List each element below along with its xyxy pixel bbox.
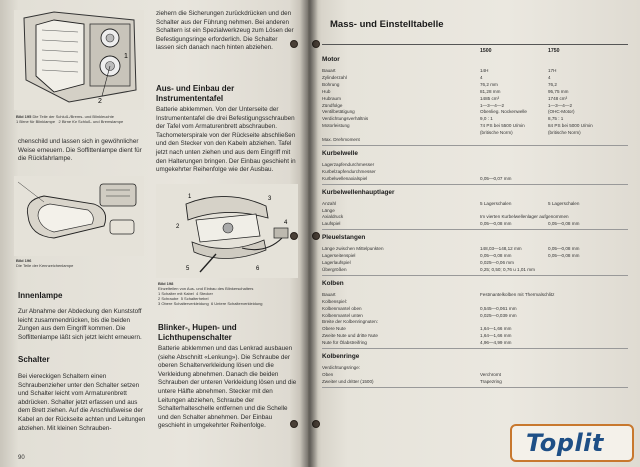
section-rule — [322, 145, 628, 146]
row-value: Verchromt — [480, 371, 501, 377]
toplit-logo — [510, 424, 634, 462]
binder-hole — [290, 232, 298, 240]
row-label: Laufspiel — [322, 221, 341, 227]
row-label: Motorleistung — [322, 123, 350, 129]
blinker-text: Batterie abklemmen und das Lenkrad ausbauen (siehe Abschnitt «Lenkung»). Die Schraube der oberen Schalterverkleidung lösen und die Verkleidung abnehmen. Danach die beiden Schrauben der unteren Verkleidung lösen und die untere Hälfte abnehmen. Stecker mit den Leitungen abziehen, Schraube der Schalterhalteschelle entfernen und die Schelle und den Schalter abnehmen. Der Einbau geschieht in umgekehrter Reihenfolge. — [158, 345, 297, 430]
row-value: 81,28 mm — [480, 88, 501, 94]
table-row — [322, 220, 632, 227]
fig-right-callout: 4 — [284, 220, 288, 226]
col1-top-text: chenschild und lassen sich in gewöhnlicher Weise erneuern. Die Soffittenlampe dient für die Rückfahrlampe. — [18, 138, 142, 163]
row-label: Max. Drehmoment — [322, 137, 360, 142]
row-value: 14H — [480, 68, 489, 73]
row-value: (britische Norm) — [480, 130, 513, 136]
row-label: Anzahl — [322, 200, 337, 206]
row-value: 17H — [548, 68, 557, 73]
section-heading: Kurbelwelle — [322, 149, 358, 157]
row-value: 95,75 mm — [548, 88, 569, 94]
fig-right-callout: 5 — [186, 266, 190, 272]
section-rule — [322, 348, 628, 349]
section-heading: Kolben — [322, 279, 344, 287]
row-label: Zweite Nute und dritte Nute — [322, 333, 378, 339]
row-value: 4 — [480, 74, 483, 80]
row-label: Zweiter und dritter (1500) — [322, 378, 374, 384]
table-row — [322, 378, 632, 385]
fig-top-callout: 2 — [98, 98, 102, 105]
col-header-1500: 1500 — [480, 48, 492, 54]
row-value: 1748 cm³ — [548, 95, 568, 101]
row-label: Nute für Ölabstreifring — [322, 340, 367, 346]
row-label: Übergrößen — [322, 266, 347, 272]
row-value: 0,05—0,08 mm — [548, 253, 580, 259]
row-value: 0,545—0,061 mm — [480, 305, 517, 311]
fig-top-caption: Bild 195 Die Teile der Schluß-/Brems- und Blinkleuchte 1 Birne für Blinklampe 2 Birne für Schluß- und Bremslampe — [16, 114, 124, 124]
row-value: 84 PS bei 5000 U/min — [548, 123, 593, 129]
row-label: Breite der Kolbenringnuten: — [322, 319, 378, 325]
row-value: 0,05—0,08 mm — [548, 246, 580, 252]
right-page — [308, 0, 640, 467]
instrument-panel-text: Batterie abklemmen. Von der Unterseite der Instrumententafel die drei Befestigungsschrauben der Tafel vom Armaturenbrett abschrauben. Tachometerspirale von der Rückseite abschließen und den Stecker von den Kabeln abziehen. Tafel jetzt nach unten ziehen und aus dem Eingriff mit den Halterungen bringen. Der Einbau geschieht in umgekehrter Reihenfolge wie der Ausbau. — [156, 106, 296, 174]
row-value: 5 Lagerschalen — [548, 200, 580, 206]
row-label: Verdichtungsverhältnis — [322, 116, 369, 122]
row-label: Zündfolge — [322, 102, 343, 108]
col2-top-text: ziehern die Sicherungen zurückdrücken und den Schalter aus der Führung nehmen. Bei anderen Schaltern ist ein Spezialwerkzeug zum Lösen der Befestigungsringe erforderlich. Die Schalter lassen sich danach nach hinten abziehen. — [156, 10, 294, 52]
row-value: 148,03—148,12 mm — [480, 246, 522, 252]
left-page — [0, 0, 308, 467]
page-number: 90 — [18, 455, 25, 461]
blinker-heading: Blinker-, Hupen- und Lichthupenschalter — [158, 323, 237, 342]
fig-right-callout: 2 — [176, 224, 180, 230]
row-value: Im vierten Kurbelwellenlager aufgenommen — [480, 214, 569, 220]
section-rule — [322, 387, 628, 388]
row-label: Axialdruck — [322, 214, 344, 220]
row-value: 1—3—4—2 — [548, 102, 573, 108]
col-header-1750: 1750 — [548, 48, 560, 54]
row-value: 0,025—0,039 mm — [480, 312, 517, 318]
row-label: Zylinderzahl — [322, 74, 347, 80]
table-row — [322, 175, 632, 182]
section-rule — [322, 229, 628, 230]
row-value: 76,2 — [548, 81, 557, 87]
row-label: Bauart — [322, 68, 336, 73]
binder-hole — [312, 420, 320, 428]
section-heading: Kolbenringe — [322, 353, 360, 360]
row-value: 5 Lagerschalen — [480, 200, 512, 206]
binder-hole — [290, 420, 298, 428]
table-title: Mass- und Einstelltabelle — [330, 19, 444, 30]
row-value: Trapezring — [480, 378, 502, 384]
row-value: (britische Norm) — [548, 130, 581, 136]
row-label: Länge zwischen Mittelpunkten — [322, 246, 384, 252]
row-label: Kolbenmantel unten — [322, 312, 363, 318]
row-value: 1—3—4—2 — [480, 102, 505, 108]
row-label: Bauart — [322, 291, 336, 297]
row-value: 0,05—0,08 mm — [480, 253, 512, 259]
binder-hole — [290, 40, 298, 48]
figure-switch — [156, 184, 298, 278]
row-value: 0,025—0,06 mm — [480, 260, 514, 265]
toplit-logo-text: Toplit — [526, 429, 604, 457]
row-label: Länge — [322, 207, 335, 213]
row-label: Lagerlaufspiel — [322, 260, 351, 265]
section-heading: Kurbelwellenhauptlager — [322, 188, 395, 196]
row-value: 9,0 : 1 — [480, 116, 493, 122]
row-value: 0,05—0,08 mm — [548, 221, 580, 227]
binder-hole — [312, 40, 320, 48]
row-value: (OHC-Motor) — [548, 109, 575, 115]
fig-mid-caption: Bild 196 Die Teile der Kennzeichenlampe — [16, 258, 74, 268]
row-value: Festmantelkolben mit Thermalschlitz — [480, 291, 555, 297]
row-label: Hubraum — [322, 95, 341, 101]
fig-right-callout: 1 — [188, 194, 192, 200]
fig-right-callout: 6 — [256, 266, 260, 272]
row-label: Obere Nute — [322, 326, 346, 332]
row-label: Oben — [322, 371, 334, 377]
title-rule — [322, 44, 628, 45]
row-value: 8,75 : 1 — [548, 116, 564, 122]
row-label: Ventilbetätigung — [322, 109, 355, 115]
row-label: Verdichtungsringe: — [322, 365, 361, 370]
row-label: Kurbelwellenaxialspiel — [322, 175, 368, 181]
row-label: Kurbelzapfendurchmesser — [322, 168, 376, 174]
row-value: 4 — [548, 74, 551, 80]
row-value: 76,2 mm — [480, 81, 498, 87]
row-label: Kolbenspiel: — [322, 298, 348, 304]
row-value: 74 PS bei 5500 U/min — [480, 123, 525, 129]
table-row — [322, 136, 632, 143]
innenlampe-text: Zur Abnahme der Abdeckung den Kunststoff leicht zusammendrücken, bis die beiden Zungen aus dem Eingriff kommen. Die Soffittenlampe läßt sich jetzt leicht erneuern. — [18, 308, 142, 341]
section-rule — [322, 184, 628, 185]
row-label: Lagerzapfendurchmesser — [322, 161, 375, 167]
section-rule — [322, 275, 628, 276]
schalter-text: Bei viereckigen Schaltern einen Schraubenzieher unter den Schalter setzen und Schalter leicht vom Armaturenbrett abdrücken. Schalter jetzt erfassen und aus dem Brett ziehen. Auf die Anschlußweise der Kabel an der Rückseite achten und Leitungen abziehen. Mit kleinen Schrauben- — [18, 373, 146, 432]
instrument-panel-heading: Aus- und Einbau der Instrumententafel — [156, 84, 235, 103]
table-row — [322, 339, 632, 346]
row-label: Hub — [322, 88, 331, 94]
fig-right-callout: 3 — [268, 196, 272, 202]
row-value: 1485 cm³ — [480, 95, 500, 101]
row-label: Bohrung — [322, 81, 340, 87]
table-row — [322, 266, 632, 273]
schalter-heading: Schalter — [18, 355, 50, 364]
fig-right-caption: Bild 198 Einzelteilen von Aus- und Einbau des Blinkerschalters 1 Schalter mit Kabel 4 Stecker 2 Schraube 5 Schalterhebel 3 Obere Schalterverkleidung 6 Untere Schalterverkleidung — [158, 281, 263, 306]
row-value: 0,05—0,07 mm — [480, 175, 512, 181]
fig-top-callout: 1 — [124, 53, 128, 60]
row-label: Kolbenmantel oben — [322, 305, 362, 311]
figure-plate-lamp — [14, 176, 144, 256]
innenlampe-heading: Innenlampe — [18, 291, 63, 300]
row-label: Lagerseitenspiel — [322, 253, 356, 259]
section-heading: Pleuelstangen — [322, 234, 366, 242]
section-heading: Motor — [322, 56, 340, 63]
figure-tail-lamp — [14, 10, 144, 110]
row-value: 0,05—0,08 mm — [480, 221, 512, 227]
row-value: 0,25; 0,50; 0,76 u 1,01 mm — [480, 266, 535, 272]
row-value: 1,64—1,66 mm — [480, 333, 512, 339]
row-value: 4,96—4,99 mm — [480, 340, 512, 346]
row-value: 1,64—1,66 mm — [480, 326, 512, 332]
row-value: Obenlieg. Nockenwelle — [480, 109, 527, 115]
binder-hole — [312, 232, 320, 240]
